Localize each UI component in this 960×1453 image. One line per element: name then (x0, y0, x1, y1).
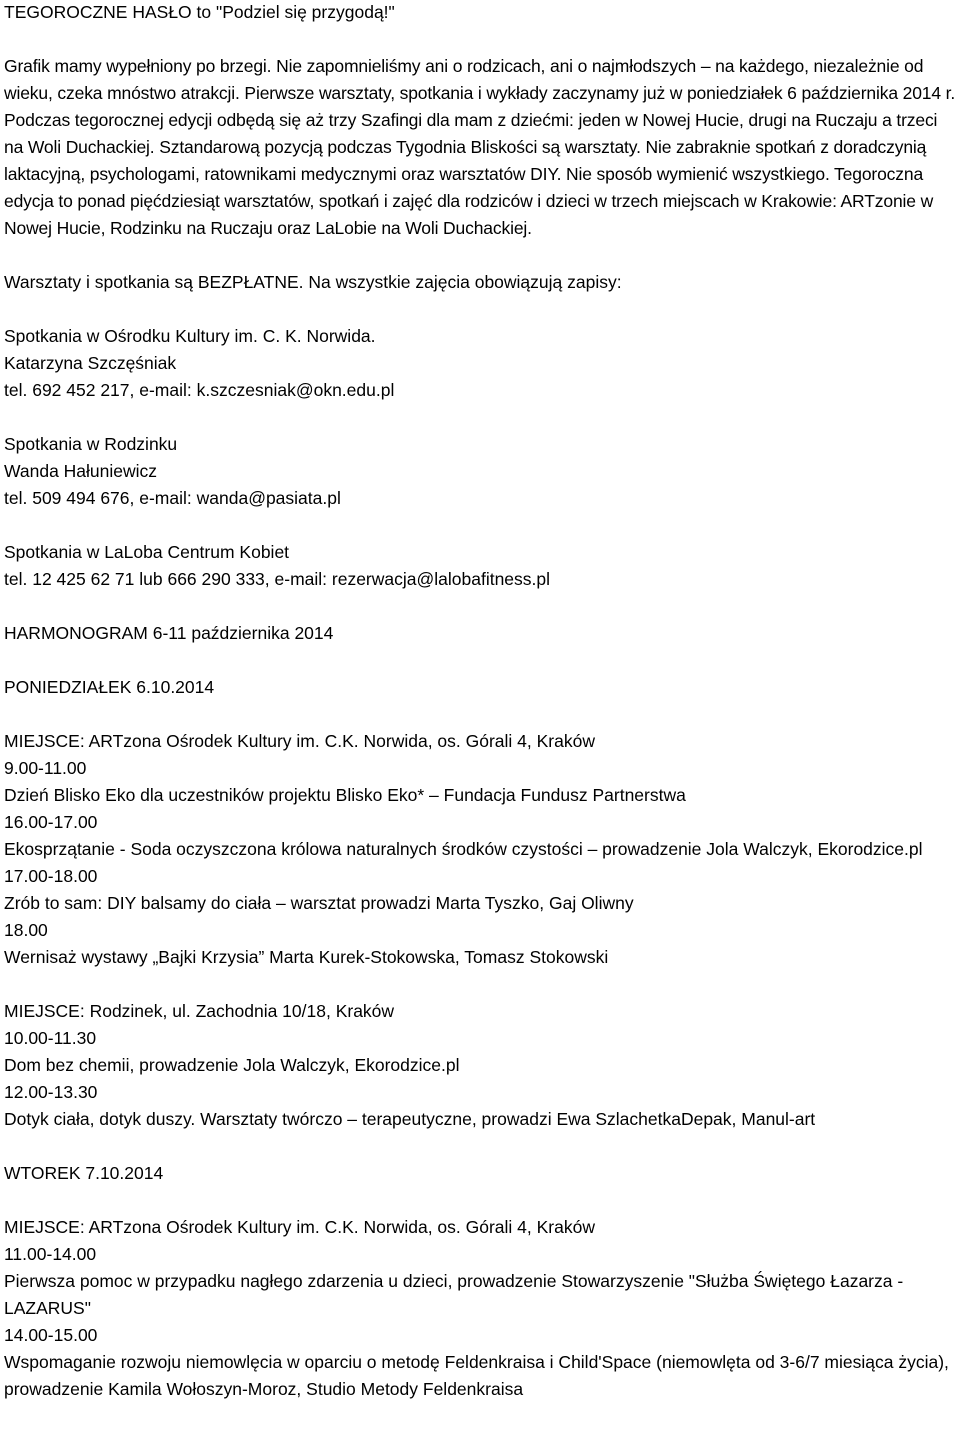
document-heading: TEGOROCZNE HASŁO to "Podziel się przygodą!" (4, 2, 395, 22)
event-time: 12.00-13.30 (4, 1082, 98, 1102)
spacer (4, 296, 956, 323)
contact-person: Wanda Hałuniewicz (4, 461, 158, 481)
contact-phone: tel. 12 425 62 71 lub 666 290 333, e-mail: rezerwacja@lalobafitness.pl (4, 569, 551, 589)
venue-line: MIEJSCE: Rodzinek, ul. Zachodnia 10/18, Kraków (4, 1001, 395, 1021)
event-description: Dotyk ciała, dotyk duszy. Warsztaty twórczo – terapeutyczne, prowadzi Ewa SzlachetkaDepak, Manul-art (4, 1109, 816, 1129)
contact-place: Spotkania w LaLoba Centrum Kobiet (4, 542, 290, 562)
spacer (4, 1187, 956, 1214)
venue-line: MIEJSCE: ARTzona Ośrodek Kultury im. C.K. Norwida, os. Górali 4, Kraków (4, 731, 595, 751)
intro-paragraph: Grafik mamy wypełniony po brzegi. Nie zapomnieliśmy ani o rodzicach, ani o najmłodszych – na każdego, niezależnie od wieku, czeka mnóstwo atrakcji. Pierwsze warsztaty, spotkania i wykłady zaczynamy już w poniedziałek 6 października 2014 r. Podczas tegorocznej edycji odbędą się aż trzy Szafingi dla mam z dziećmi: jeden w Nowej Hucie, drugi na Ruczaju a trzeci na Woli Duchackiej. Sztandarową pozycją podczas Tygodnia Bliskości są warsztaty. Nie zabraknie spotkań z doradczynią laktacyjną, psychologami, ratownikami medycznymi oraz warsztatów DIY. Nie sposób wymienić wszystkiego. Tegoroczna edycja to ponad pięćdziesiąt warsztatów, spotkań i zajęć dla rodziców i dzieci w trzech miejscach w Krakowie: ARTzonie w Nowej Hucie, Rodzinku na Ruczaju oraz LaLobie na Woli Duchackiej. (4, 56, 956, 238)
event-description: Pierwsza pomoc w przypadku nagłego zdarzenia u dzieci, prowadzenie Stowarzyszenie "Służba Świętego Łazarza - LAZARUS" (4, 1271, 904, 1318)
free-info: Warsztaty i spotkania są BEZPŁATNE. Na wszystkie zajęcia obowiązują zapisy: (4, 272, 622, 292)
contact-phone: tel. 509 494 676, e-mail: wanda@pasiata.pl (4, 488, 341, 508)
contact-laloba (4, 539, 956, 593)
event-time: 11.00-14.00 (4, 1244, 97, 1264)
contact-rodzinek (4, 431, 956, 512)
spacer (4, 701, 956, 728)
contact-phone: tel. 692 452 217, e-mail: k.szczesniak@okn.edu.pl (4, 380, 395, 400)
venue-block (4, 728, 956, 971)
venue-block (4, 1214, 956, 1403)
contact-person: Katarzyna Szczęśniak (4, 353, 177, 373)
event-time: 10.00-11.30 (4, 1028, 97, 1048)
spacer (4, 512, 956, 539)
event-description: Dom bez chemii, prowadzenie Jola Walczyk, Ekorodzice.pl (4, 1055, 460, 1075)
event-description: Ekosprzątanie - Soda oczyszczona królowa naturalnych środków czystości – prowadzenie Jola Walczyk, Ekorodzice.pl (4, 839, 923, 859)
event-time: 16.00-17.00 (4, 812, 98, 832)
day-heading: WTOREK 7.10.2014 (4, 1163, 164, 1183)
venue-line: MIEJSCE: ARTzona Ośrodek Kultury im. C.K. Norwida, os. Górali 4, Kraków (4, 1217, 595, 1237)
event-time: 14.00-15.00 (4, 1325, 98, 1345)
contact-place: Spotkania w Rodzinku (4, 434, 178, 454)
event-time: 17.00-18.00 (4, 866, 98, 886)
spacer (4, 26, 956, 53)
document (4, 0, 956, 1403)
spacer (4, 1133, 956, 1160)
intro-section (4, 53, 956, 242)
event-description: Wspomaganie rozwoju niemowlęcia w oparciu o metodę Feldenkraisa i Child'Space (niemowlęta od 3-6/7 miesiąca życia), prowadzenie Kamila Wołoszyn-Moroz, Studio Metody Feldenkraisa (4, 1352, 949, 1399)
contact-okn (4, 323, 956, 404)
spacer (4, 593, 956, 620)
venue-block (4, 998, 956, 1133)
spacer (4, 242, 956, 269)
schedule-title: HARMONOGRAM 6-11 października 2014 (4, 623, 334, 643)
event-time: 9.00-11.00 (4, 758, 87, 778)
spacer (4, 647, 956, 674)
contact-place: Spotkania w Ośrodku Kultury im. C. K. Norwida. (4, 326, 376, 346)
spacer (4, 404, 956, 431)
day-heading: PONIEDZIAŁEK 6.10.2014 (4, 677, 215, 697)
event-description: Wernisaż wystawy „Bajki Krzysia” Marta Kurek-Stokowska, Tomasz Stokowski (4, 947, 609, 967)
event-description: Dzień Blisko Eko dla uczestników projektu Blisko Eko* – Fundacja Fundusz Partnerstwa (4, 785, 686, 805)
event-description: Zrób to sam: DIY balsamy do ciała – warsztat prowadzi Marta Tyszko, Gaj Oliwny (4, 893, 634, 913)
event-time: 18.00 (4, 920, 48, 940)
spacer (4, 971, 956, 998)
